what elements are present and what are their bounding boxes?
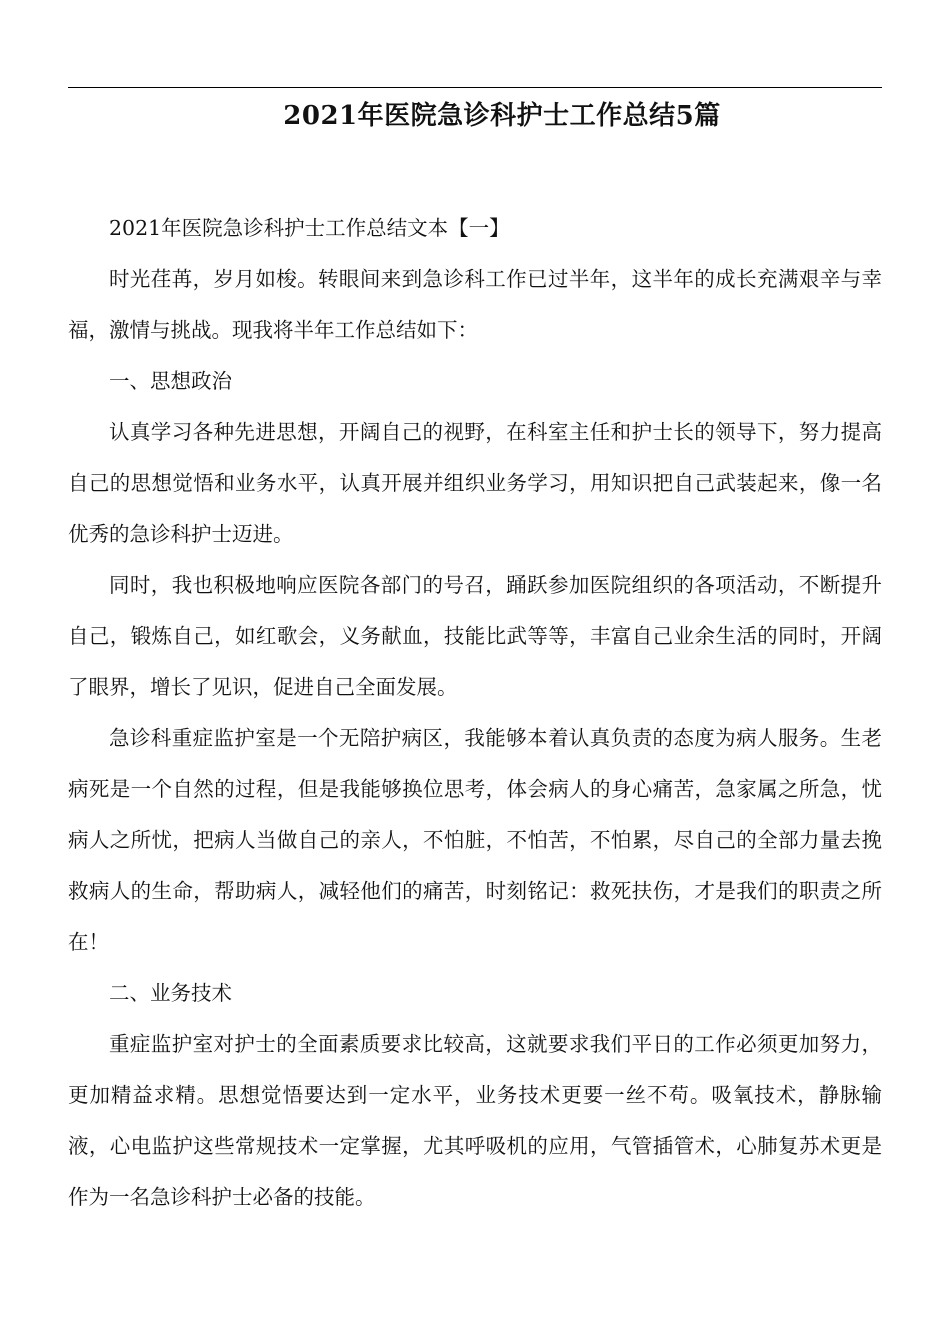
paragraph-skills: 重症监护室对护士的全面素质要求比较高，这就要求我们平日的工作必须更加努力，更加精益求精。思想觉悟要达到一定水平，业务技术更要一丝不苟。吸氧技术，静脉输液，心电监护这些常规技术一定掌握，尤其呼吸机的应用，气管插管术，心肺复苏术更是作为一名急诊科护士必备的技能。 <box>68 1032 882 1209</box>
section-heading-text-one: 2021年医院急诊科护士工作总结文本【一】 <box>109 216 510 240</box>
section-heading-skills: 二、业务技术 <box>109 981 232 1005</box>
section-heading-ideology: 一、思想政治 <box>109 369 232 393</box>
paragraph-ideology-study: 认真学习各种先进思想，开阔自己的视野，在科室主任和护士长的领导下，努力提高自己的思想觉悟和业务水平，认真开展并组织业务学习，用知识把自己武装起来，像一名优秀的急诊科护士迈进。 <box>68 420 882 546</box>
document-body <box>68 203 882 1223</box>
header-rule <box>68 87 882 88</box>
paragraph-activities: 同时，我也积极地响应医院各部门的号召，踊跃参加医院组织的各项活动，不断提升自己，锻炼自己，如红歌会，义务献血，技能比武等等，丰富自己业余生活的同时，开阔了眼界，增长了见识，促进自己全面发展。 <box>68 573 882 699</box>
paragraph-icu-service: 急诊科重症监护室是一个无陪护病区，我能够本着认真负责的态度为病人服务。生老病死是一个自然的过程，但是我能够换位思考，体会病人的身心痛苦，急家属之所急，忧病人之所忧，把病人当做自己的亲人，不怕脏，不怕苦，不怕累，尽自己的全部力量去挽救病人的生命，帮助病人，减轻他们的痛苦，时刻铭记：救死扶伤，才是我们的职责之所在！ <box>68 726 882 954</box>
paragraph-intro: 时光荏苒，岁月如梭。转眼间来到急诊科工作已过半年，这半年的成长充满艰辛与幸福，激情与挑战。现我将半年工作总结如下： <box>68 267 882 342</box>
document-title: 2021年医院急诊科护士工作总结5篇 <box>283 101 721 131</box>
